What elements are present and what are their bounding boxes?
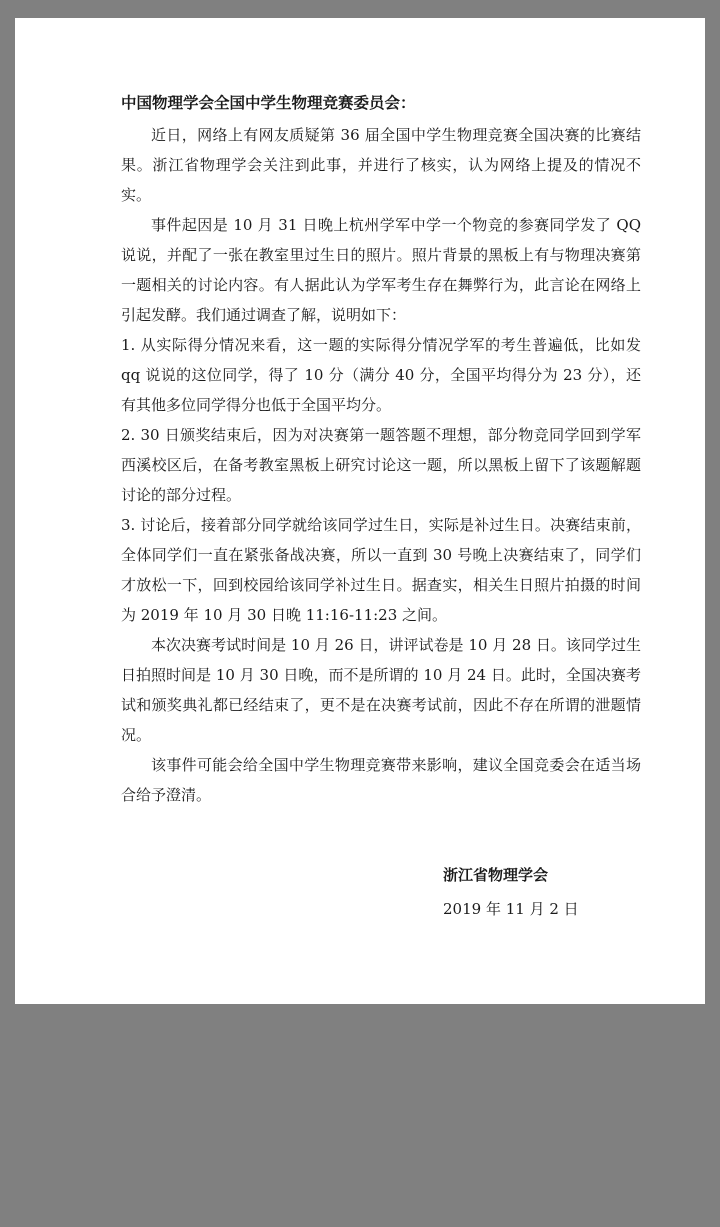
explanation-item-1: 1. 从实际得分情况来看，这一题的实际得分情况学军的考生普遍低，比如发 qq 说说的这位同学，得了 10 分（满分 40 分，全国平均得分为 23 分），还有其他多位同学得分也低于全国平均分。 <box>121 336 641 414</box>
signature-block <box>443 860 579 924</box>
signature-organization: 浙江省物理学会 <box>443 866 549 884</box>
explanation-item-2: 2. 30 日颁奖结束后，因为对决赛第一题答题不理想，部分物竞同学回到学军西溪校区后，在备考教室黑板上研究讨论这一题，所以黑板上留下了该题解题讨论的部分过程。 <box>121 426 641 504</box>
document-page <box>15 18 705 1004</box>
letter-body <box>121 88 641 810</box>
paragraph-cause: 事件起因是 10 月 31 日晚上杭州学军中学一个物竞的参赛同学发了 QQ 说说，并配了一张在教室里过生日的照片。照片背景的黑板上有与物理决赛第一题相关的讨论内容。有人据此认为学军考生存在舞弊行为，此言论在网络上引起发酵。我们通过调查了解，说明如下： <box>121 216 641 324</box>
paragraph-timeline: 本次决赛考试时间是 10 月 26 日，讲评试卷是 10 月 28 日。该同学过生日拍照时间是 10 月 30 日晚，而不是所谓的 10 月 24 日。此时，全国决赛考试和颁奖典礼都已经结束了，更不是在决赛考试前，因此不存在所谓的泄题情况。 <box>121 636 641 744</box>
explanation-item-3: 3. 讨论后，接着部分同学就给该同学过生日，实际是补过生日。决赛结束前，全体同学们一直在紧张备战决赛，所以一直到 30 号晚上决赛结束了，同学们才放松一下，回到校园给该同学补过生日。据查实，相关生日照片拍摄的时间为 2019 年 10 月 30 日晚 11:16-11:23 之间。 <box>121 516 641 624</box>
signature-date: 2019 年 11 月 2 日 <box>443 900 579 918</box>
paragraph-intro: 近日，网络上有网友质疑第 36 届全国中学生物理竞赛全国决赛的比赛结果。浙江省物理学会关注到此事，并进行了核实，认为网络上提及的情况不实。 <box>121 126 641 204</box>
paragraph-request: 该事件可能会给全国中学生物理竞赛带来影响，建议全国竞委会在适当场合给予澄清。 <box>121 756 641 804</box>
salutation: 中国物理学会全国中学生物理竞赛委员会： <box>121 94 416 112</box>
